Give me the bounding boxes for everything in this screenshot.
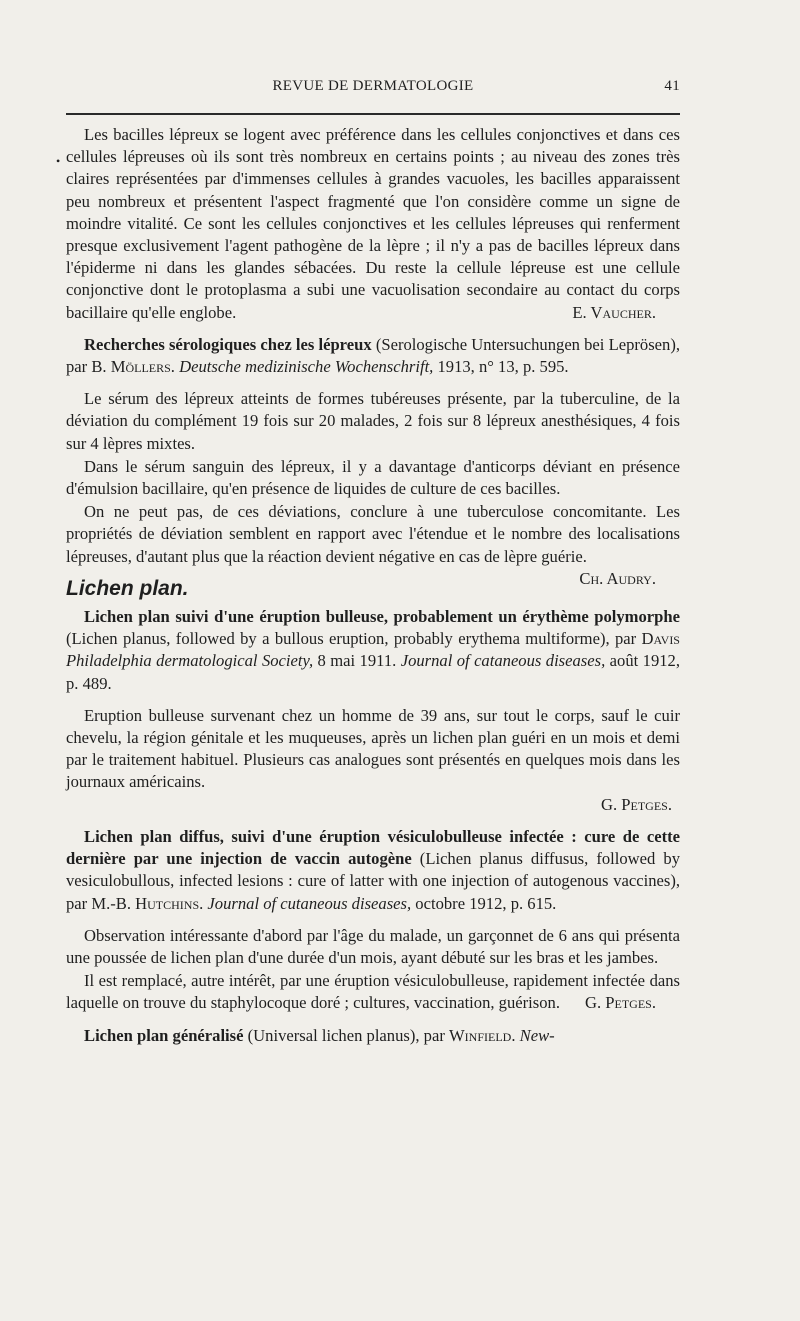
paragraph-10: Il est remplacé, autre intérêt, par une éruption vésiculobulleuse, rapidement infectée dans laquelle on trouve du staphylocoque doré ; cultures, vaccination, guérison. G. Petges. (66, 970, 680, 1014)
section-heading-lichen-plan: Lichen plan. (66, 576, 189, 600)
margin-dot-mark: • (56, 154, 61, 168)
paragraph-5: On ne peut pas, de ces déviations, conclure à une tuberculose concomitante. Les propriétés de déviation semblent en rapport avec l'étendue et le nombre des localisations lépreuses, d'autant plus que la réaction devient négative en cas de lèpre guérie. Ch. Audry. (66, 501, 680, 568)
paragraph-7: Eruption bulleuse survenant chez un homme de 39 ans, sur tout le corps, sauf le cuir chevelu, la région génitale et les muqueuses, après un lichen plan guéri en un mois et demi par le traitement habituel. Plusieurs cas analogues sont présentés en quelques mois dans les journaux américains. (66, 705, 680, 792)
journal-name: Deutsche medizinische Wochenschrift, (174, 357, 434, 377)
page-number: 41 (664, 78, 680, 94)
abstract-lichen-bulleuse: Lichen plan suivi d'une éruption bulleuse, probablement un érythème polymorphe (Lichen planus, followed by a bullous eruption, probably erythema multiforme), par Davis Philadelphia dermatological Society, 8 mai 1911. Journal of cataneous diseases, août 1912, p. 489. (66, 607, 680, 693)
signature-audry: Ch. Audry. (579, 568, 656, 588)
author-hutchins: M.-B. Hutchins. (91, 893, 204, 913)
paragraph-3: Le sérum des lépreux atteints de formes tubéreuses présente, par la tuberculine, de la déviation du complément 19 fois sur 20 malades, 2 fois sur 8 lépreux anesthésiques, 4 fois sur 4 lèpres mixtes. (66, 389, 680, 453)
signature-petges: G. Petges. (601, 794, 672, 814)
abstract-title: Lichen plan suivi d'une éruption bulleuse, probablement un érythème polymorphe (84, 607, 680, 627)
journal-name: Philadelphia dermatological Society, (66, 651, 314, 671)
paragraph-9: Observation intéressante d'abord par l'âge du malade, un garçonnet de 6 ans qui présenta une poussée de lichen plan d'une durée d'un mois, ayant débuté sur les bras et les jambes. (66, 925, 680, 967)
abstract-title: Recherches sérologiques chez les lépreux (84, 334, 372, 354)
abstract-serologiques: Recherches sérologiques chez les lépreux (Serologische Untersuchungen bei Leprösen), par B. Möllers. Deutsche medizinische Wochenschrift, 1913, n° 13, p. 595. (66, 334, 680, 377)
abstract-title: Lichen plan généralisé (84, 1025, 244, 1045)
abstract-lichen-diffus: Lichen plan diffus, suivi d'une éruption vésiculobulleuse infectée : cure de cette dernière par une injection de vaccin autogène (Lichen planus diffusus, followed by vesiculobullous, infected lesions : cure of latter with one injection of autogenous vaccines), par M.-B. Hutchins. Journal of cutaneous diseases, octobre 1912, p. 615. (66, 826, 680, 913)
journal-name: New- (515, 1025, 555, 1045)
author-winfield: Winfield. (449, 1025, 516, 1045)
running-header (66, 78, 680, 100)
signature-petges-2: G. Petges. (585, 993, 656, 1013)
journal-title: REVUE DE DERMATOLOGIE (272, 78, 474, 94)
abstract-title: Lichen plan diffus, suivi d'une éruption vésiculobulleuse infectée : cure de cette dernière par une injection de vaccin autogène (66, 826, 680, 869)
author-mollers: B. Möllers. (91, 357, 175, 377)
paragraph-4: Dans le sérum sanguin des lépreux, il y a davantage d'anticorps déviant en présence d'émulsion bacillaire, qu'en présence de liquides de culture de ces bacilles. (66, 456, 680, 499)
header-rule (66, 113, 680, 115)
signature-vaucher: E. Vaucher. (572, 302, 656, 322)
journal-name: Journal of cutaneous diseases, (203, 893, 412, 913)
abstract-lichen-generalise: Lichen plan généralisé (Universal lichen planus), par Winfield. New- (84, 1025, 555, 1045)
paragraph-1: Les bacilles lépreux se logent avec préférence dans les cellules conjonctives et dans ces cellules lépreuses où ils sont très nombreux en certains points ; au niveau des zones très claires représentées par d'immenses cellules à grandes vacuoles, les bacilles apparaissent peu nombreux et présentent l'aspect fragmenté que l'on considère comme un signe de moindre vitalité. Ce sont les cellules conjonctives et les cellules lépreuses qui renferment presque exclusivement l'agent pathogène de la lèpre ; il n'y a pas de bacilles lépreux dans l'épiderme ni dans les glandes sébacées. Du reste la cellule lépreuse est une cellule conjonctive dont le protoplasma a subi une vacuolisation secondaire au contact du corps bacillaire qu'elle englobe. E. Vaucher. (66, 124, 680, 324)
author-davis: Davis (641, 629, 680, 649)
article-body (66, 124, 680, 1047)
journal-name: Journal of cataneous diseases, (396, 651, 606, 671)
